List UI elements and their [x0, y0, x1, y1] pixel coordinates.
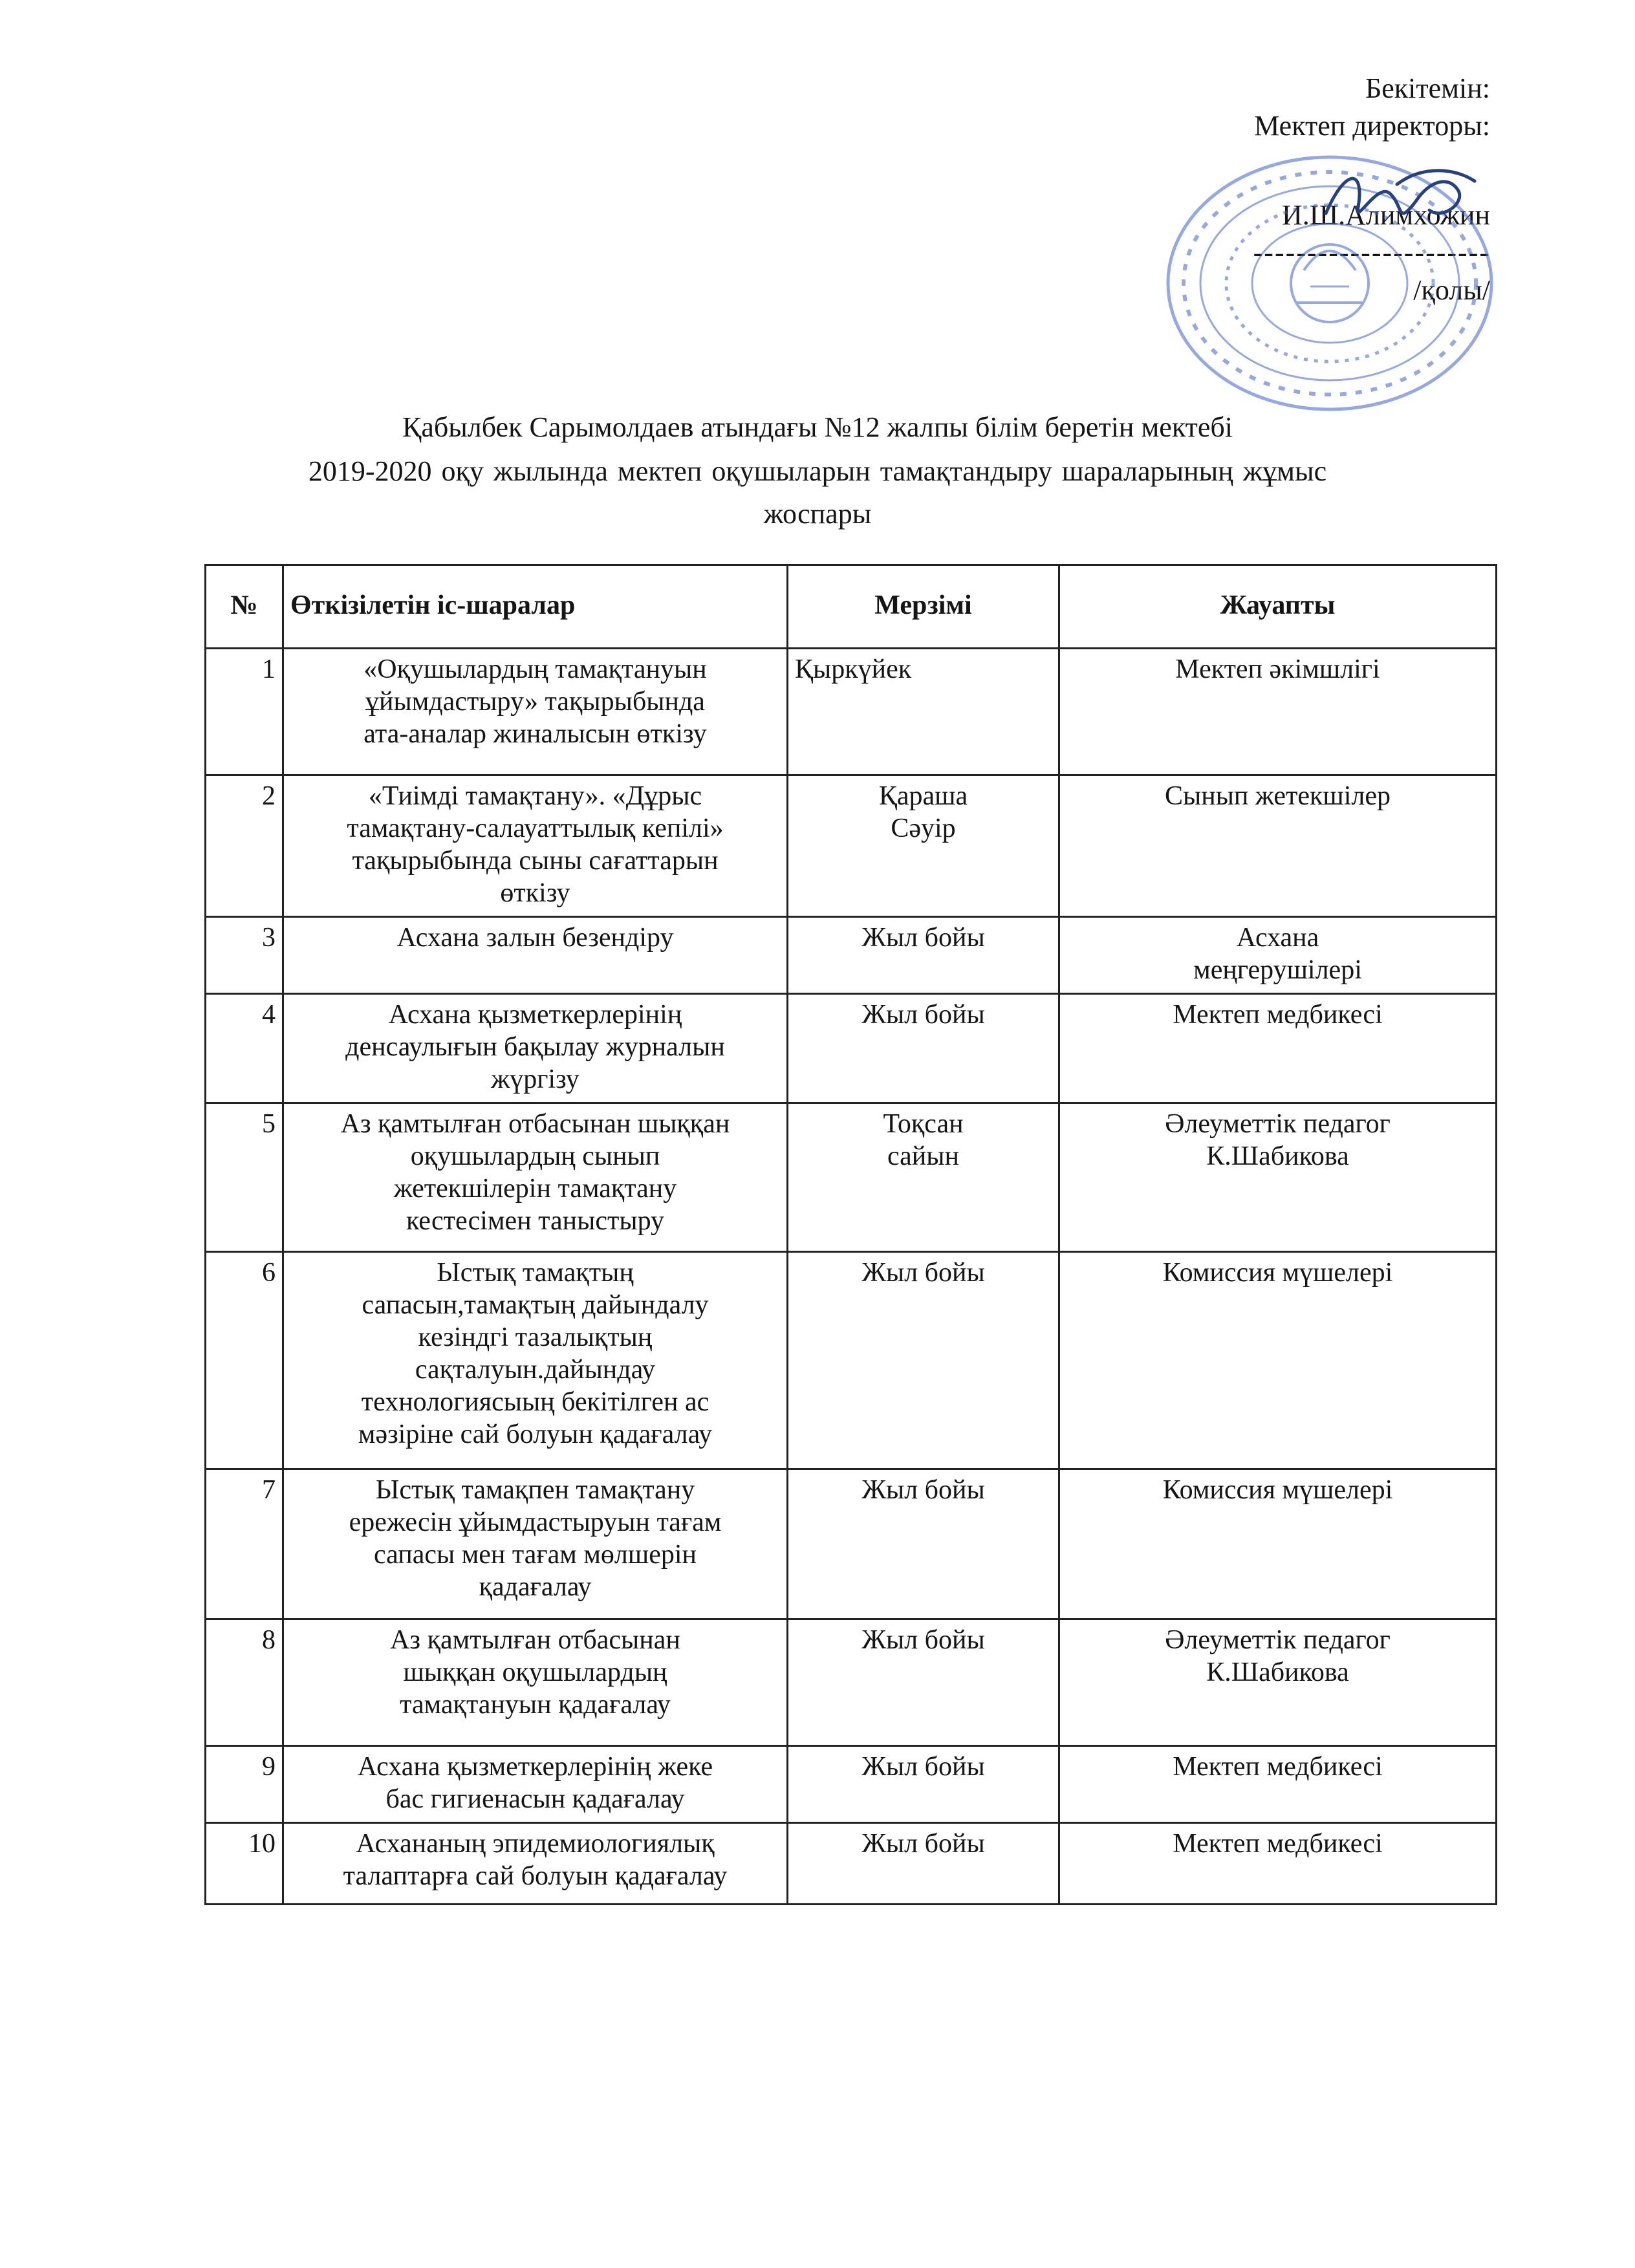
responsible-cell	[1059, 917, 1497, 994]
deadline-cell-line: Тоқсан	[883, 1109, 964, 1139]
activity-cell-line: технологиясыың бекітілген ас	[361, 1387, 709, 1417]
row-number: 2	[206, 775, 283, 917]
director-name: И.Ш.Алимхожин	[1281, 199, 1490, 231]
responsible-cell-line: Асхана	[1236, 923, 1319, 953]
approval-heading: Бекітемін:	[1365, 72, 1490, 104]
activity-cell-line: оқушылардың сынып	[410, 1141, 660, 1171]
activity-cell-line: Асхана қызметкерлерінің жеке	[357, 1752, 713, 1782]
signature-line: ----------------------	[1253, 237, 1490, 268]
deadline-cell-line: Жыл бойы	[861, 1829, 985, 1859]
activity-cell-line: өткізу	[500, 878, 570, 908]
plan-table	[204, 564, 1497, 1905]
deadline-cell-line: Сәуір	[891, 814, 956, 843]
approval-position: Мектеп директоры:	[1254, 110, 1490, 142]
activity-cell-line: Аз қамтылған отбасынан	[390, 1625, 680, 1655]
activity-cell-line: жетекшілерін тамақтану	[393, 1174, 677, 1204]
responsible-cell-line: Мектеп әкімшлігі	[1175, 654, 1380, 684]
responsible-cell-line: К.Шабикова	[1206, 1141, 1349, 1171]
signature-icon	[1319, 155, 1481, 246]
row-number: 3	[206, 917, 283, 994]
activity-cell-line: «Оқушылардың тамақтануын	[363, 654, 707, 684]
deadline-cell-line: сайын	[887, 1141, 959, 1171]
responsible-cell-line: Мектеп медбикесі	[1173, 1752, 1383, 1782]
activity-cell-line: Асхана қызметкерлерінің	[388, 1000, 682, 1030]
responsible-cell-line: К.Шабикова	[1206, 1658, 1349, 1687]
responsible-cell	[1059, 1619, 1497, 1746]
activity-cell-line: Ыстық тамақтың	[437, 1258, 634, 1288]
responsible-cell-line: Комиссия мүшелері	[1162, 1258, 1393, 1288]
responsible-cell-line: Мектеп медбикесі	[1173, 1000, 1383, 1030]
activity-cell-line: мәзіріне сай болуын қадағалау	[358, 1420, 713, 1449]
table-row	[206, 1252, 1497, 1469]
deadline-cell	[788, 649, 1059, 775]
row-number: 1	[206, 649, 283, 775]
deadline-cell	[788, 775, 1059, 917]
activity-cell-line: сақталуын.дайындау	[415, 1355, 656, 1385]
responsible-cell	[1059, 1746, 1497, 1823]
table-header-row	[206, 565, 1497, 649]
table-row	[206, 1823, 1497, 1905]
activity-cell	[283, 649, 788, 775]
deadline-cell	[788, 1823, 1059, 1905]
title-line-3: жоспары	[763, 498, 872, 530]
activity-cell-line: ата-аналар жиналысын өткізу	[363, 719, 707, 749]
deadline-cell	[788, 1619, 1059, 1746]
responsible-cell	[1059, 775, 1497, 917]
row-number: 4	[206, 994, 283, 1103]
activity-cell-line: сапасын,тамақтың дайындалу	[362, 1290, 709, 1320]
table-row	[206, 917, 1497, 994]
deadline-cell-line: Жыл бойы	[861, 923, 985, 953]
activity-cell	[283, 1469, 788, 1619]
activity-cell-line: ережесін ұйымдастыруын тағам	[349, 1507, 722, 1537]
responsible-cell	[1059, 1103, 1497, 1252]
deadline-cell	[788, 917, 1059, 994]
header-activity: Өткізілетін іс-шаралар	[283, 565, 788, 649]
activity-cell	[283, 994, 788, 1103]
activity-cell-line: тақырыбында сыны сағаттарын	[352, 846, 719, 876]
row-number: 7	[206, 1469, 283, 1619]
activity-cell-line: Асхананың эпидемиологиялық	[356, 1829, 715, 1859]
responsible-cell	[1059, 1252, 1497, 1469]
activity-cell	[283, 775, 788, 917]
activity-cell-line: қадағалау	[479, 1572, 592, 1602]
header-responsible: Жауапты	[1059, 565, 1497, 649]
activity-cell-line: «Тиімді тамақтану». «Дұрыс	[368, 781, 702, 811]
activity-cell-line: денсаулығын бақылау журналын	[345, 1032, 725, 1062]
activity-cell-line: шыққан оқушылардың	[403, 1658, 667, 1687]
table-row	[206, 1746, 1497, 1823]
activity-cell-line: Аз қамтылған отбасынан шыққан	[340, 1109, 730, 1139]
responsible-cell	[1059, 1469, 1497, 1619]
deadline-cell	[788, 994, 1059, 1103]
activity-cell-line: бас гигиенасын қадағалау	[385, 1784, 685, 1814]
row-number: 8	[206, 1619, 283, 1746]
activity-cell-line: талаптарға сай болуын қадағалау	[343, 1861, 728, 1891]
responsible-cell-line: меңгерушілері	[1193, 955, 1362, 985]
responsible-cell-line: Әлеуметтік педагог	[1165, 1109, 1391, 1139]
activity-cell-line: сапасы мен тағам мөлшерін	[373, 1540, 697, 1570]
responsible-cell-line: Комиссия мүшелері	[1162, 1475, 1393, 1505]
title-line-2: 2019-2020 оқу жылында мектеп оқушыларын тамақтандыру шараларының жұмыс	[308, 455, 1327, 487]
activity-cell-line: тамақтану-салауаттылық кепілі»	[347, 814, 724, 843]
deadline-cell-line: Жыл бойы	[861, 1475, 985, 1505]
activity-cell-line: Асхана залын безендіру	[396, 923, 674, 953]
activity-cell	[283, 1103, 788, 1252]
table-row	[206, 1103, 1497, 1252]
deadline-cell-line: Жыл бойы	[861, 1000, 985, 1030]
deadline-cell-line: Қыркүйек	[795, 654, 912, 684]
responsible-cell	[1059, 1823, 1497, 1905]
row-number: 9	[206, 1746, 283, 1823]
header-num: №	[206, 565, 283, 649]
responsible-cell-line: Мектеп медбикесі	[1173, 1829, 1383, 1859]
activity-cell-line: жүргізу	[491, 1064, 579, 1094]
table-row	[206, 1469, 1497, 1619]
activity-cell	[283, 1252, 788, 1469]
table-row	[206, 649, 1497, 775]
deadline-cell-line: Жыл бойы	[861, 1752, 985, 1782]
row-number: 10	[206, 1823, 283, 1905]
deadline-cell-line: Қараша	[878, 781, 968, 811]
table-row	[206, 994, 1497, 1103]
deadline-cell-line: Жыл бойы	[861, 1625, 985, 1655]
responsible-cell	[1059, 649, 1497, 775]
row-number: 5	[206, 1103, 283, 1252]
responsible-cell	[1059, 994, 1497, 1103]
signature-label: /қолы/	[1413, 274, 1490, 306]
activity-cell	[283, 1823, 788, 1905]
activity-cell-line: Ыстық тамақпен тамақтану	[375, 1475, 695, 1505]
responsible-cell-line: Сынып жетекшілер	[1164, 781, 1391, 811]
activity-cell	[283, 1746, 788, 1823]
activity-cell-line: кезіндгі тазалықтың	[418, 1323, 653, 1352]
activity-cell-line: ұйымдастыру» тақырыбында	[365, 687, 705, 717]
table-body	[206, 649, 1497, 1905]
deadline-cell	[788, 1252, 1059, 1469]
activity-cell-line: тамақтануын қадағалау	[400, 1690, 671, 1720]
deadline-cell	[788, 1746, 1059, 1823]
row-number: 6	[206, 1252, 283, 1469]
deadline-cell	[788, 1103, 1059, 1252]
header-deadline: Мерзімі	[788, 565, 1059, 649]
activity-cell	[283, 917, 788, 994]
activity-cell	[283, 1619, 788, 1746]
deadline-cell-line: Жыл бойы	[861, 1258, 985, 1288]
responsible-cell-line: Әлеуметтік педагог	[1165, 1625, 1391, 1655]
title-line-1: Қабылбек Сарымолдаев атындағы №12 жалпы білім беретін мектебі	[402, 411, 1233, 443]
table-row	[206, 1619, 1497, 1746]
deadline-cell	[788, 1469, 1059, 1619]
table-row	[206, 775, 1497, 917]
activity-cell-line: кестесімен таныстыру	[406, 1206, 665, 1236]
